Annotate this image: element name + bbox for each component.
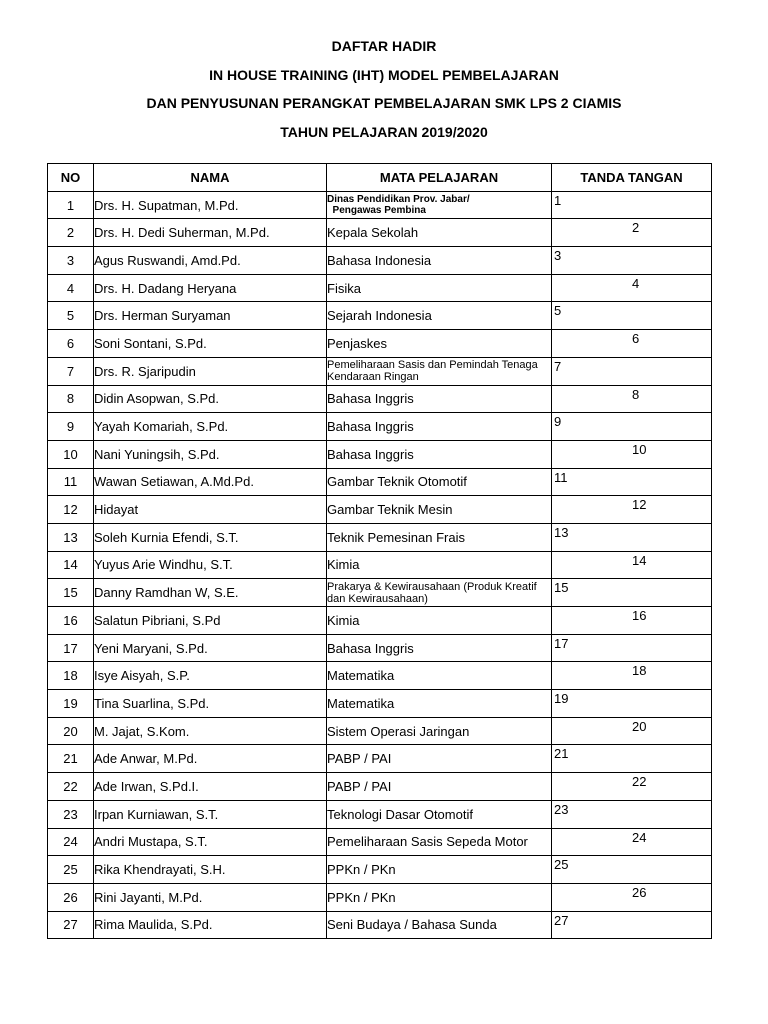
row-number: 5: [48, 302, 94, 330]
row-number: 24: [48, 828, 94, 856]
signature-cell: [552, 828, 712, 856]
signature-cell: [552, 717, 712, 745]
signature-number: 8: [632, 386, 640, 402]
participant-name: Yuyus Arie Windhu, S.T.: [94, 551, 327, 579]
table-row: [48, 828, 712, 856]
subject: Kepala Sekolah: [327, 219, 552, 247]
subject: Matematika: [327, 690, 552, 718]
signature-number: 2: [632, 220, 640, 236]
signature-number: 18: [632, 663, 647, 679]
subject: Bahasa Inggris: [327, 413, 552, 441]
table-row: [48, 247, 712, 275]
signature-number: 19: [554, 691, 569, 707]
column-header-mapel: MATA PELAJARAN: [327, 164, 552, 192]
subject: Dinas Pendidikan Prov. Jabar/ Pengawas Pembina: [327, 191, 552, 219]
signature-cell: [552, 468, 712, 496]
participant-name: Yeni Maryani, S.Pd.: [94, 634, 327, 662]
table-row: [48, 413, 712, 441]
signature-number: 13: [554, 524, 569, 540]
participant-name: Drs. R. Sjaripudin: [94, 357, 327, 385]
signature-cell: [552, 523, 712, 551]
table-row: [48, 800, 712, 828]
table-row: [48, 607, 712, 635]
row-number: 19: [48, 690, 94, 718]
title-line-2: IN HOUSE TRAINING (IHT) MODEL PEMBELAJARAN: [209, 66, 559, 83]
subject: Kimia: [327, 551, 552, 579]
subject: Seni Budaya / Bahasa Sunda: [327, 911, 552, 939]
table-row: [48, 191, 712, 219]
table-row: [48, 219, 712, 247]
table-row: [48, 690, 712, 718]
signature-cell: [552, 274, 712, 302]
signature-number: 4: [632, 275, 640, 291]
table-row: [48, 773, 712, 801]
signature-cell: [552, 413, 712, 441]
subject: Bahasa Inggris: [327, 440, 552, 468]
signature-cell: [552, 551, 712, 579]
signature-cell: [552, 607, 712, 635]
row-number: 27: [48, 911, 94, 939]
signature-cell: [552, 579, 712, 607]
signature-number: 14: [632, 552, 647, 568]
row-number: 1: [48, 191, 94, 219]
column-header-nama: NAMA: [94, 164, 327, 192]
signature-number: 20: [632, 718, 647, 734]
participant-name: Agus Ruswandi, Amd.Pd.: [94, 247, 327, 275]
participant-name: M. Jajat, S.Kom.: [94, 717, 327, 745]
participant-name: Nani Yuningsih, S.Pd.: [94, 440, 327, 468]
table-body: [48, 191, 712, 939]
row-number: 7: [48, 357, 94, 385]
signature-cell: [552, 247, 712, 275]
signature-cell: [552, 219, 712, 247]
participant-name: Tina Suarlina, S.Pd.: [94, 690, 327, 718]
attendance-table: [47, 163, 712, 939]
table-row: [48, 440, 712, 468]
participant-name: Wawan Setiawan, A.Md.Pd.: [94, 468, 327, 496]
row-number: 10: [48, 440, 94, 468]
subject: Gambar Teknik Mesin: [327, 496, 552, 524]
table-row: [48, 274, 712, 302]
title-line-3: DAN PENYUSUNAN PERANGKAT PEMBELAJARAN SMK LPS 2 CIAMIS: [146, 95, 622, 111]
row-number: 14: [48, 551, 94, 579]
table-row: [48, 911, 712, 939]
signature-number: 15: [554, 580, 569, 596]
signature-number: 21: [554, 746, 569, 762]
participant-name: Rima Maulida, S.Pd.: [94, 911, 327, 939]
signature-cell: [552, 302, 712, 330]
row-number: 9: [48, 413, 94, 441]
signature-cell: [552, 745, 712, 773]
participant-name: Drs. H. Dadang Heryana: [94, 274, 327, 302]
participant-name: Yayah Komariah, S.Pd.: [94, 413, 327, 441]
participant-name: Didin Asopwan, S.Pd.: [94, 385, 327, 413]
participant-name: Drs. H. Dedi Suherman, M.Pd.: [94, 219, 327, 247]
signature-cell: [552, 662, 712, 690]
subject: Pemeliharaan Sasis Sepeda Motor: [327, 828, 552, 856]
signature-cell: [552, 800, 712, 828]
row-number: 11: [48, 468, 94, 496]
row-number: 4: [48, 274, 94, 302]
signature-number: 22: [632, 774, 647, 790]
subject: Matematika: [327, 662, 552, 690]
table-row: [48, 717, 712, 745]
signature-number: 26: [632, 884, 647, 900]
participant-name: Hidayat: [94, 496, 327, 524]
row-number: 8: [48, 385, 94, 413]
participant-name: Rika Khendrayati, S.H.: [94, 856, 327, 884]
signature-cell: [552, 856, 712, 884]
signature-number: 6: [632, 331, 640, 347]
subject: Bahasa Inggris: [327, 385, 552, 413]
subject: Prakarya & Kewirausahaan (Produk Kreatif dan Kewirausahaan): [327, 579, 552, 607]
participant-name: Drs. H. Supatman, M.Pd.: [94, 191, 327, 219]
subject: Fisika: [327, 274, 552, 302]
subject: Bahasa Indonesia: [327, 247, 552, 275]
subject: PPKn / PKn: [327, 883, 552, 911]
column-header-ttd: TANDA TANGAN: [552, 164, 712, 192]
row-number: 17: [48, 634, 94, 662]
table-row: [48, 745, 712, 773]
title-line-4: TAHUN PELAJARAN 2019/2020: [280, 123, 488, 140]
subject: Kimia: [327, 607, 552, 635]
row-number: 3: [48, 247, 94, 275]
subject: Bahasa Inggris: [327, 634, 552, 662]
participant-name: Salatun Pibriani, S.Pd: [94, 607, 327, 635]
participant-name: Soleh Kurnia Efendi, S.T.: [94, 523, 327, 551]
participant-name: Rini Jayanti, M.Pd.: [94, 883, 327, 911]
signature-number: 7: [554, 358, 562, 374]
participant-name: Danny Ramdhan W, S.E.: [94, 579, 327, 607]
table-row: [48, 496, 712, 524]
participant-name: Ade Anwar, M.Pd.: [94, 745, 327, 773]
signature-number: 12: [632, 497, 647, 513]
signature-number: 24: [632, 829, 647, 845]
signature-number: 5: [554, 303, 562, 319]
column-header-no: NO: [48, 164, 94, 192]
table-row: [48, 856, 712, 884]
signature-number: 9: [554, 414, 562, 430]
signature-cell: [552, 690, 712, 718]
subject: PPKn / PKn: [327, 856, 552, 884]
row-number: 16: [48, 607, 94, 635]
title-line-1: DAFTAR HADIR: [331, 38, 437, 54]
signature-number: 27: [554, 912, 569, 928]
signature-cell: [552, 357, 712, 385]
row-number: 6: [48, 330, 94, 358]
subject: Sistem Operasi Jaringan: [327, 717, 552, 745]
signature-cell: [552, 883, 712, 911]
table-row: [48, 385, 712, 413]
subject: Pemeliharaan Sasis dan Pemindah Tenaga Kendaraan Ringan: [327, 357, 552, 385]
signature-number: 11: [554, 469, 568, 485]
signature-cell: [552, 191, 712, 219]
signature-cell: [552, 330, 712, 358]
signature-cell: [552, 634, 712, 662]
participant-name: Drs. Herman Suryaman: [94, 302, 327, 330]
row-number: 21: [48, 745, 94, 773]
signature-number: 1: [554, 192, 562, 208]
table-row: [48, 579, 712, 607]
document-title: [0, 36, 768, 150]
signature-cell: [552, 911, 712, 939]
table-row: [48, 883, 712, 911]
subject: Gambar Teknik Otomotif: [327, 468, 552, 496]
signature-number: 16: [632, 608, 647, 623]
row-number: 26: [48, 883, 94, 911]
signature-number: 17: [554, 635, 569, 651]
table-header-row: [48, 164, 712, 192]
subject: Sejarah Indonesia: [327, 302, 552, 330]
table-row: [48, 330, 712, 358]
row-number: 18: [48, 662, 94, 690]
signature-number: 25: [554, 857, 569, 873]
subject: PABP / PAI: [327, 773, 552, 801]
participant-name: Irpan Kurniawan, S.T.: [94, 800, 327, 828]
signature-cell: [552, 385, 712, 413]
table-row: [48, 357, 712, 385]
row-number: 13: [48, 523, 94, 551]
table-row: [48, 551, 712, 579]
subject: Teknik Pemesinan Frais: [327, 523, 552, 551]
row-number: 12: [48, 496, 94, 524]
signature-number: 23: [554, 801, 569, 817]
table-row: [48, 523, 712, 551]
subject: Penjaskes: [327, 330, 552, 358]
signature-cell: [552, 496, 712, 524]
participant-name: Isye Aisyah, S.P.: [94, 662, 327, 690]
participant-name: Ade Irwan, S.Pd.I.: [94, 773, 327, 801]
participant-name: Andri Mustapa, S.T.: [94, 828, 327, 856]
participant-name: Soni Sontani, S.Pd.: [94, 330, 327, 358]
row-number: 23: [48, 800, 94, 828]
signature-number: 10: [632, 441, 647, 457]
table-row: [48, 302, 712, 330]
row-number: 22: [48, 773, 94, 801]
table-row: [48, 634, 712, 662]
signature-number: 3: [554, 248, 562, 264]
table-row: [48, 468, 712, 496]
signature-cell: [552, 773, 712, 801]
row-number: 20: [48, 717, 94, 745]
table-row: [48, 662, 712, 690]
signature-cell: [552, 440, 712, 468]
subject: Teknologi Dasar Otomotif: [327, 800, 552, 828]
row-number: 2: [48, 219, 94, 247]
row-number: 15: [48, 579, 94, 607]
row-number: 25: [48, 856, 94, 884]
subject: PABP / PAI: [327, 745, 552, 773]
